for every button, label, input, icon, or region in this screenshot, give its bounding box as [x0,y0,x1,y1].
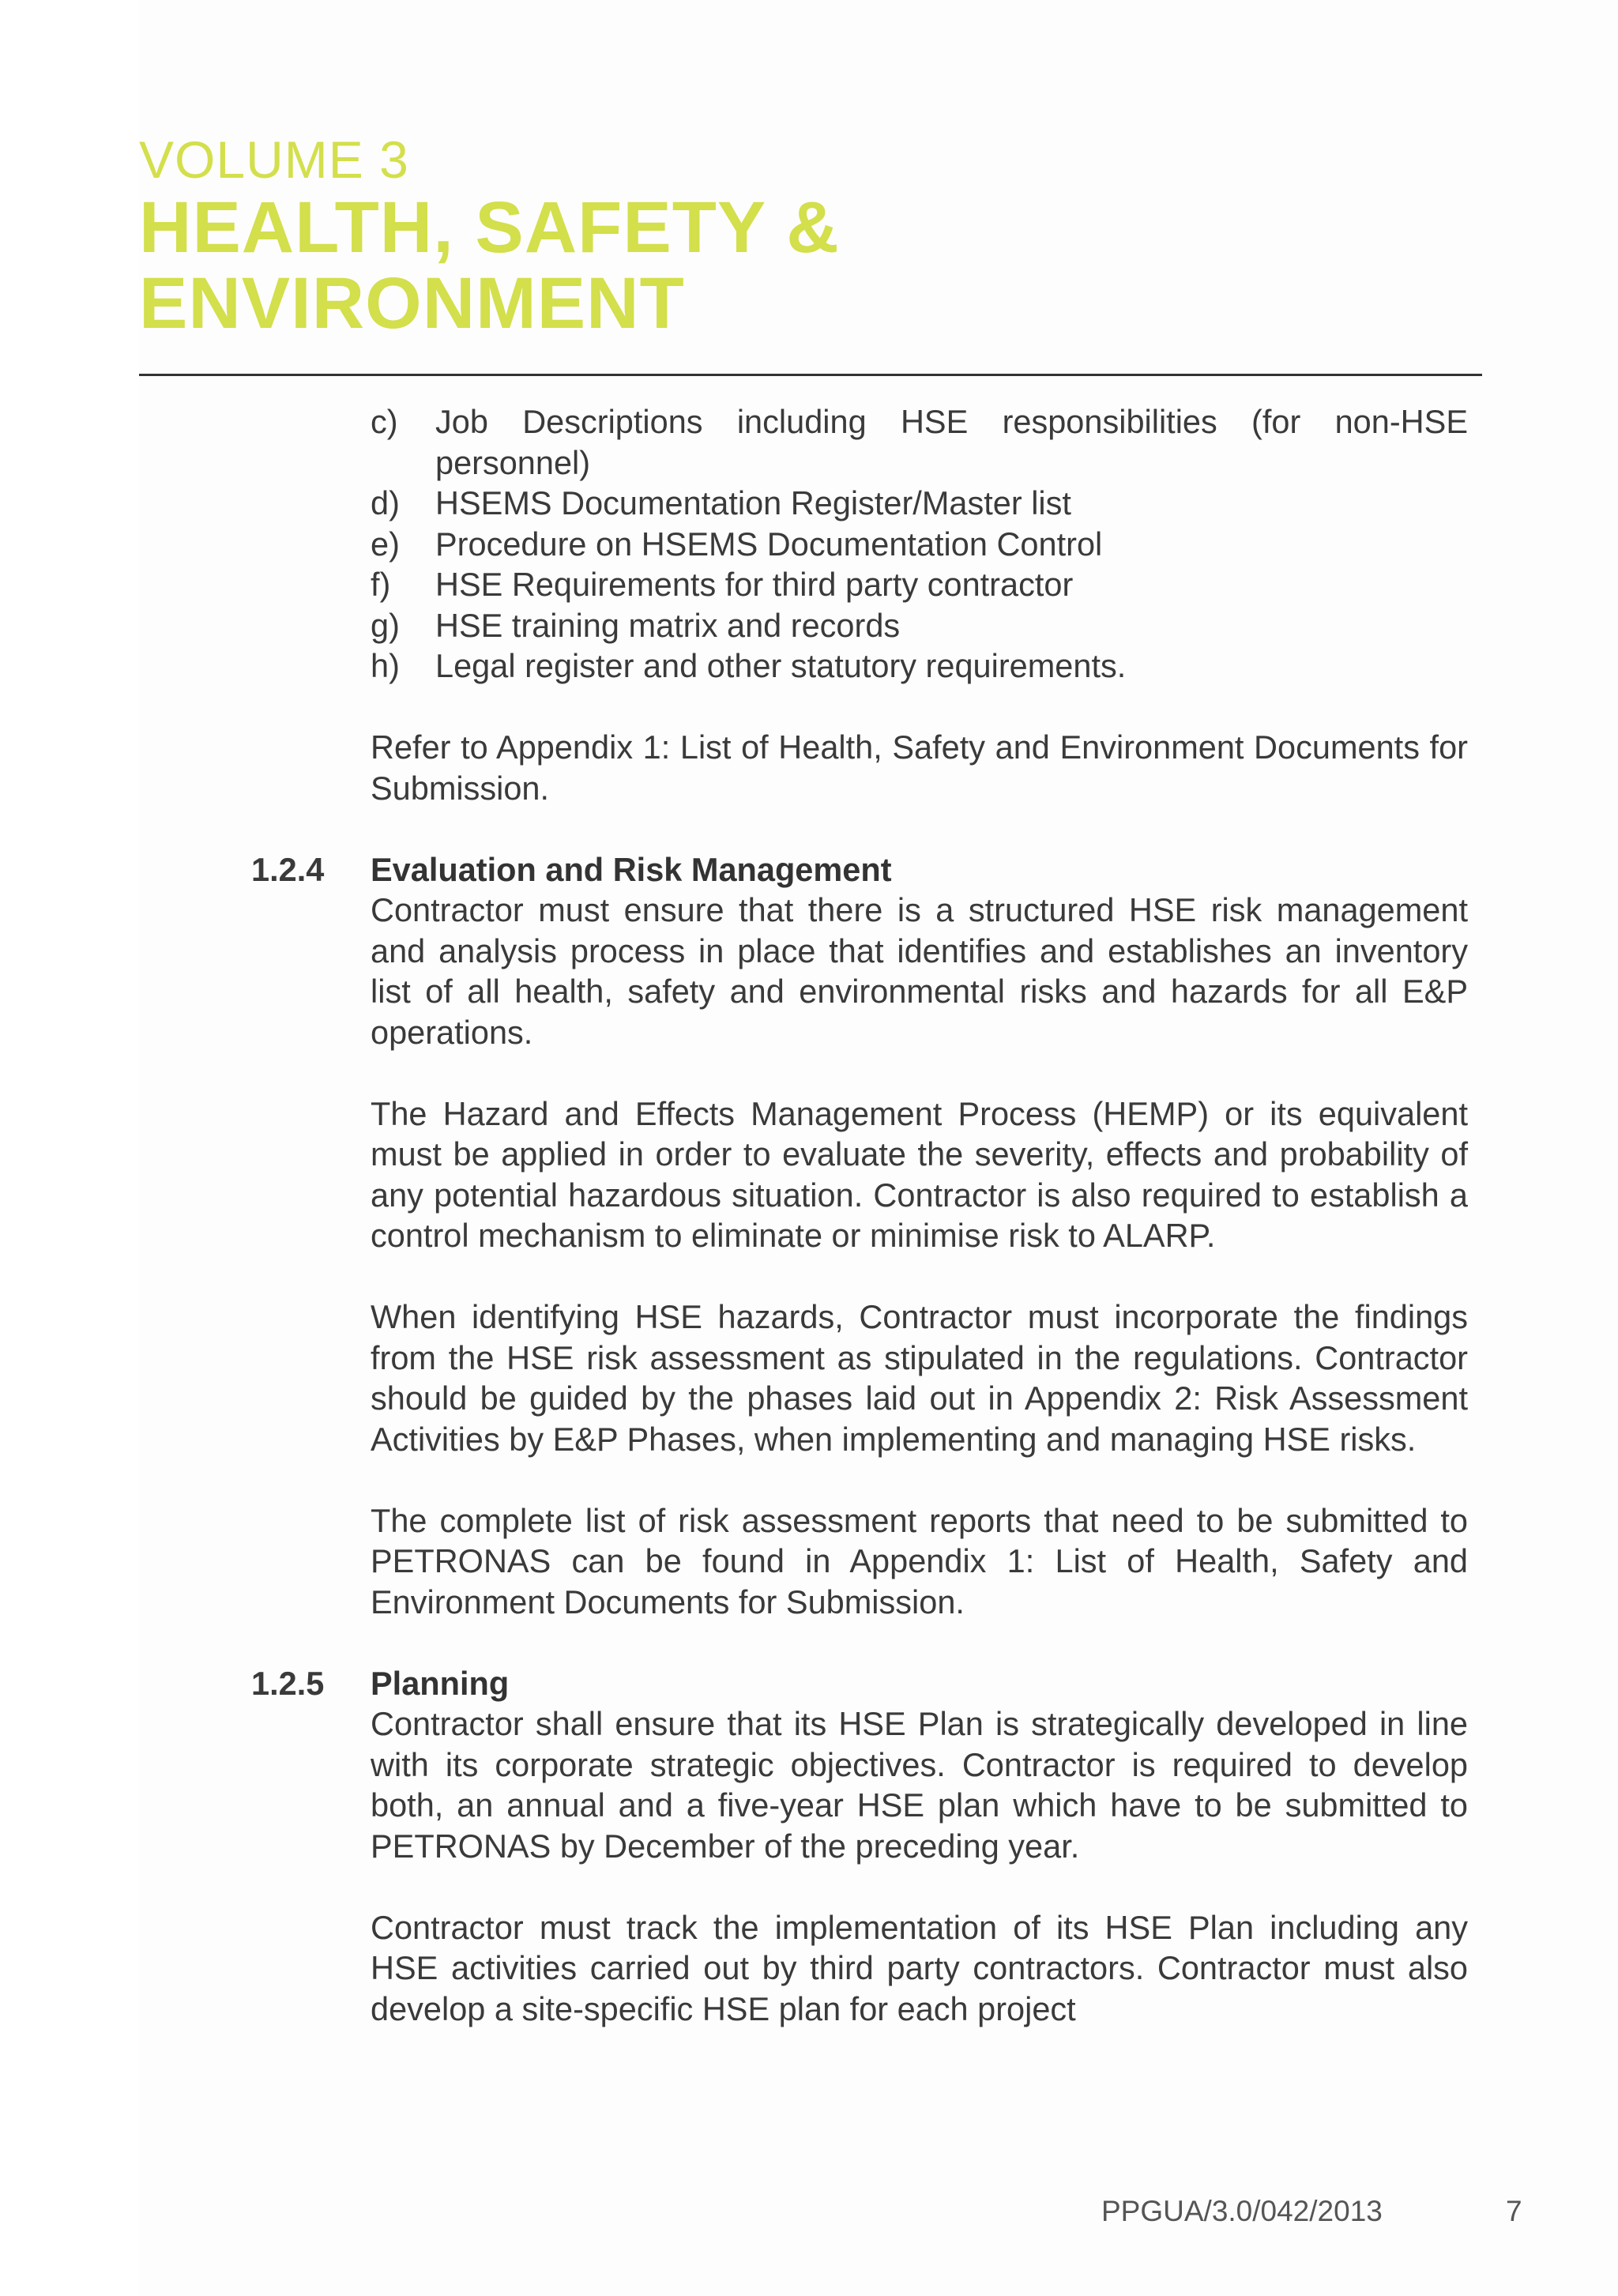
page-margin [0,0,139,2296]
section-paragraph: The Hazard and Effects Management Process (HEMP) or its equivalent must be applied in order to evaluate the severity, effects and probability of any potential hazardous situation. Contractor is also required to establish a control mechanism to eliminate or minimise risk to ALARP. [371,1094,1468,1254]
list-text: HSE training matrix and records [435,606,901,644]
volume-label: VOLUME 3 [139,130,409,189]
document-code: PPGUA/3.0/042/2013 [1101,2195,1383,2227]
body-content [251,401,1468,2029]
list-text: Procedure on HSEMS Documentation Control [435,525,1103,563]
section-paragraph: The complete list of risk assessment reports that need to be submitted to PETRONAS can be found in Appendix 1: List of Health, Safety and Environment Documents for Submission. [371,1501,1468,1620]
title-line-2: ENVIRONMENT [139,263,685,344]
section-heading: Planning [371,1664,510,1702]
section-planning [251,1663,1468,2030]
list-text: HSE Requirements for third party contractor [435,566,1074,603]
title-line-1: HEALTH, SAFETY & [139,187,840,268]
list-text: HSEMS Documentation Register/Master list [435,484,1071,521]
list-marker: h) [371,647,400,684]
section-paragraph: Contractor must track the implementation of its HSE Plan including any HSE activities carried out by third party contractors. Contractor must also develop a site-specific HSE plan for each project [371,1908,1468,2027]
document-list [251,401,1468,687]
section-body [371,849,1468,1623]
section-number: 1.2.4 [251,850,325,888]
section-heading: Evaluation and Risk Management [371,850,892,888]
list-marker: d) [371,484,400,521]
section-paragraph: When identifying HSE hazards, Contractor must incorporate the findings from the HSE risk assessment as stipulated in the regulations. Contractor should be guided by the phases laid out in Appendix 2: Risk Assessment Activities by E&P Phases, when implementing and managing HSE risks. [371,1298,1468,1458]
section-paragraph: Contractor must ensure that there is a structured HSE risk management and analysis process in place that identifies and establishes an inventory list of all health, safety and environmental risks and hazards for all E&P operations. [371,891,1468,1051]
list-marker: e) [371,525,400,563]
list-text: Legal register and other statutory requirements. [435,647,1127,684]
list-item [371,605,1468,646]
section-paragraph: Contractor shall ensure that its HSE Plan is strategically developed in line with its corporate strategic objectives. Contractor is required to develop both, an annual and a five-year HSE plan which have to be submitted to PETRONAS by December of the preceding year. [371,1705,1468,1865]
section-evaluation-risk [251,849,1468,1623]
document-title [139,187,840,344]
list-text: Job Descriptions including HSE responsibilities (for non-HSE personnel) [435,403,1468,481]
list-item [371,483,1468,524]
list-item [371,564,1468,605]
list-item [371,646,1468,687]
header-divider [139,374,1482,376]
list-marker: g) [371,606,400,644]
page-number: 7 [1506,2195,1522,2227]
list-item [371,524,1468,565]
list-marker: c) [371,403,398,440]
section-number: 1.2.5 [251,1664,325,1702]
list-item [371,401,1468,483]
appendix-reference-paragraph: Refer to Appendix 1: List of Health, Safety and Environment Documents for Submission. [371,728,1468,807]
section-body [371,1663,1468,2030]
list-marker: f) [371,566,391,603]
